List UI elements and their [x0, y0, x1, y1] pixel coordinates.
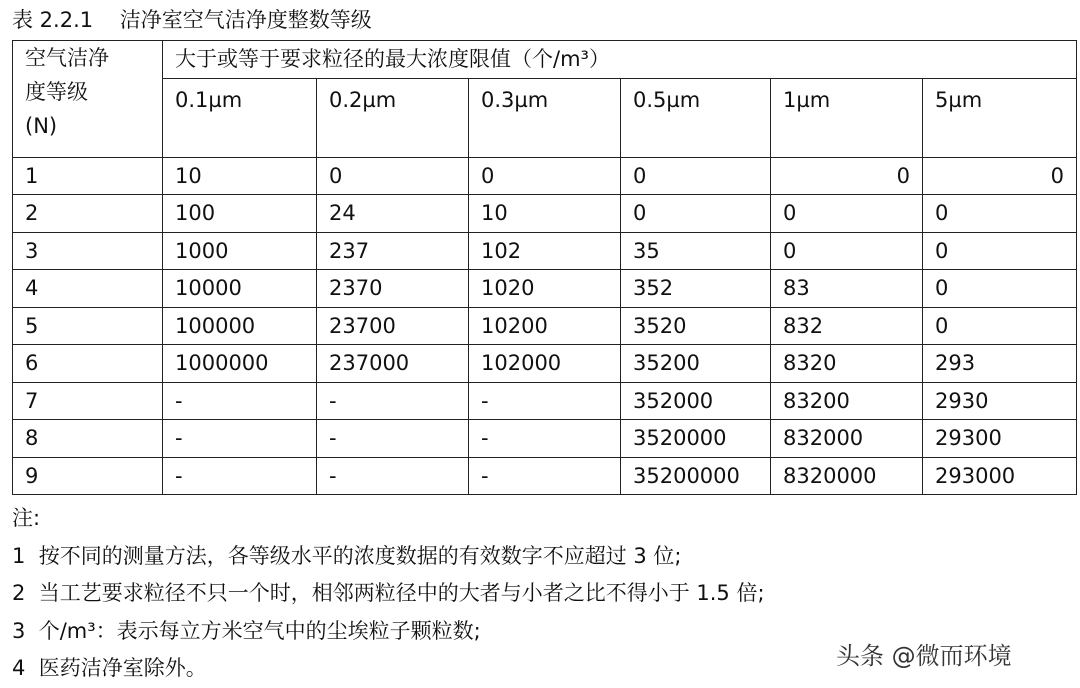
notes [12, 500, 765, 688]
value-cell: 1000 [163, 232, 317, 270]
class-cell: 4 [13, 270, 163, 308]
cleanroom-class-table [12, 40, 1077, 495]
value-cell: 2370 [317, 270, 469, 308]
column-header: 0.5µm [621, 78, 771, 157]
value-cell: 352000 [621, 382, 771, 420]
value-cell: 102000 [469, 345, 621, 383]
value-cell: 0 [771, 232, 923, 270]
value-cell: - [163, 457, 317, 495]
value-cell: 23700 [317, 307, 469, 345]
table-row [13, 345, 1077, 383]
class-cell: 6 [13, 345, 163, 383]
value-cell: 0 [317, 157, 469, 195]
value-cell: 237000 [317, 345, 469, 383]
value-cell: 1000000 [163, 345, 317, 383]
value-cell: 8320000 [771, 457, 923, 495]
value-cell: 0 [469, 157, 621, 195]
class-cell: 7 [13, 382, 163, 420]
value-cell: 100000 [163, 307, 317, 345]
value-cell: 102 [469, 232, 621, 270]
value-cell: 100 [163, 195, 317, 233]
value-cell: 24 [317, 195, 469, 233]
value-cell: 352 [621, 270, 771, 308]
value-cell: - [163, 382, 317, 420]
value-cell: 10 [469, 195, 621, 233]
note-item: 1 按不同的测量方法，各等级水平的浓度数据的有效数字不应超过 3 位; [12, 543, 682, 568]
table-row [13, 270, 1077, 308]
value-cell: - [163, 420, 317, 458]
value-cell: 35200 [621, 345, 771, 383]
value-cell: - [469, 457, 621, 495]
value-cell: 0 [621, 157, 771, 195]
value-cell: 0 [923, 157, 1077, 195]
value-cell: 3520000 [621, 420, 771, 458]
value-cell: 35200000 [621, 457, 771, 495]
table-row [13, 420, 1077, 458]
notes-heading: 注: [12, 506, 41, 530]
row-header-line: 度等级 [25, 80, 88, 104]
value-cell: 10 [163, 157, 317, 195]
value-cell: - [469, 382, 621, 420]
value-cell: - [317, 382, 469, 420]
class-cell: 2 [13, 195, 163, 233]
table-row [13, 157, 1077, 195]
value-cell: 10200 [469, 307, 621, 345]
value-cell: 0 [923, 307, 1077, 345]
value-cell: 0 [771, 195, 923, 233]
class-cell: 1 [13, 157, 163, 195]
column-header: 5µm [923, 78, 1077, 157]
value-cell: 0 [923, 195, 1077, 233]
note-item: 2 当工艺要求粒径不只一个时，相邻两粒径中的大者与小者之比不得小于 1.5 倍; [12, 581, 765, 605]
column-header: 0.3µm [469, 78, 621, 157]
watermark: 头条 @微而环境 [836, 642, 1012, 670]
value-cell: 832000 [771, 420, 923, 458]
table-caption: 表 2.2.1 洁净室空气洁净度整数等级 [12, 8, 372, 32]
column-header: 0.2µm [317, 78, 469, 157]
column-header: 0.1µm [163, 78, 317, 157]
value-cell: 293000 [923, 457, 1077, 495]
value-cell: - [317, 457, 469, 495]
table-row [13, 232, 1077, 270]
table-row [13, 382, 1077, 420]
value-cell: 0 [923, 270, 1077, 308]
value-cell: 0 [621, 195, 771, 233]
row-header-cell [13, 41, 163, 158]
value-cell: 83200 [771, 382, 923, 420]
value-cell: 35 [621, 232, 771, 270]
table-row [13, 195, 1077, 233]
class-cell: 8 [13, 420, 163, 458]
value-cell: 83 [771, 270, 923, 308]
value-cell: 293 [923, 345, 1077, 383]
value-cell: 832 [771, 307, 923, 345]
value-cell: 8320 [771, 345, 923, 383]
value-cell: 1020 [469, 270, 621, 308]
note-item: 4 医药洁净室除外。 [12, 656, 207, 680]
value-cell: 237 [317, 232, 469, 270]
table-row [13, 307, 1077, 345]
value-cell: 0 [771, 157, 923, 195]
value-cell: 2930 [923, 382, 1077, 420]
table-row [13, 457, 1077, 495]
value-cell: 0 [923, 232, 1077, 270]
group-header: 大于或等于要求粒径的最大浓度限值（个/m³） [163, 41, 1077, 79]
note-item: 3 个/m³：表示每立方米空气中的尘埃粒子颗粒数; [12, 618, 481, 643]
class-cell: 9 [13, 457, 163, 495]
value-cell: 29300 [923, 420, 1077, 458]
value-cell: - [317, 420, 469, 458]
row-header-line: 空气洁净 [25, 46, 109, 70]
value-cell: 10000 [163, 270, 317, 308]
class-cell: 3 [13, 232, 163, 270]
value-cell: 3520 [621, 307, 771, 345]
row-header-line: (N) [25, 114, 58, 138]
value-cell: - [469, 420, 621, 458]
column-header: 1µm [771, 78, 923, 157]
class-cell: 5 [13, 307, 163, 345]
